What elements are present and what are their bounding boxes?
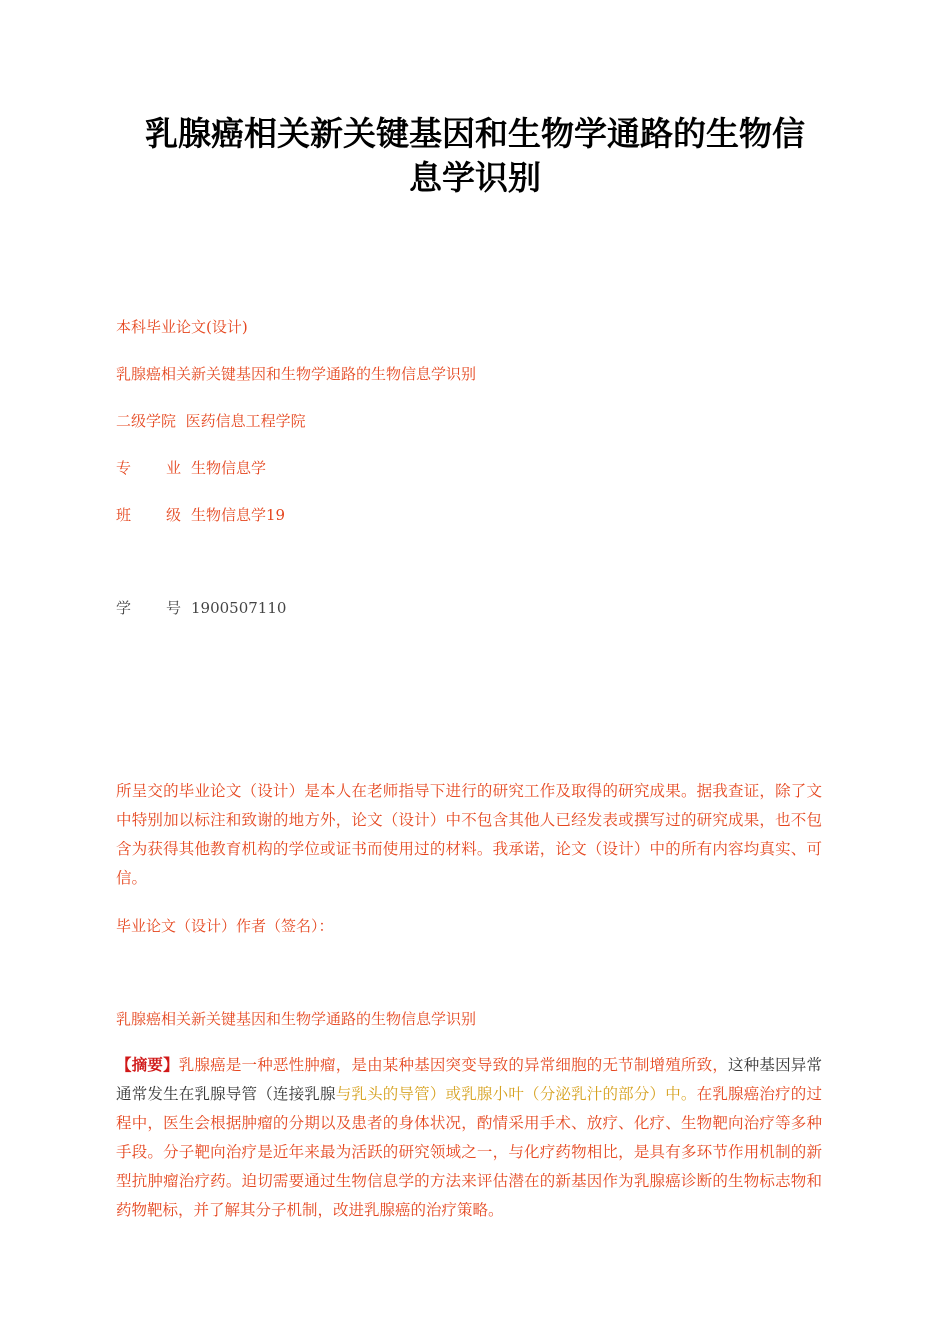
college-row — [116, 410, 306, 431]
abstract-paragraph — [116, 1050, 822, 1225]
class-label-a: 班 — [116, 506, 132, 524]
title-line-1: 乳腺癌相关新关键基因和生物学通路的生物信 — [145, 114, 805, 153]
student-id-row — [116, 597, 286, 618]
student-id-label-a: 学 — [116, 599, 132, 617]
major-row — [116, 457, 266, 478]
student-id-value: 1900507110 — [191, 599, 287, 617]
college-label: 二级学院 — [116, 412, 177, 430]
thesis-type: 本科毕业论文(设计) — [116, 318, 248, 336]
declaration-paragraph: 所呈交的毕业论文（设计）是本人在老师指导下进行的研究工作及取得的研究成果。据我查证，除了文中特别加以标注和致谢的地方外，论文（设计）中不包含其他人已经发表或撰写过的研究成果，也不包含为获得其他教育机构的学位或证书而使用过的材料。我承诺，论文（设计）中的所有内容均真实、可信。 — [116, 782, 822, 887]
major-label-b: 业 — [166, 459, 182, 477]
abstract-part-3: 与乳头的导管）或乳腺小叶（分泌乳汁的部分）中。 — [335, 1085, 697, 1103]
major-value: 生物信息学 — [191, 459, 267, 477]
student-id-label-b: 号 — [166, 599, 182, 617]
thesis-title: 乳腺癌相关新关键基因和生物学通路的生物信息学识别 — [116, 365, 477, 383]
abstract-label: 【摘要】 — [116, 1055, 179, 1074]
abstract-part-4: 在乳腺癌治疗的过程中，医生会根据肿瘤的分期以及患者的身体状况，酌情采用手术、放疗、化疗、生物靶向治疗等多种手段。分子靶向治疗是近年来最为活跃的研究领域之一，与化疗药物相比，是具有多环节作用机制的新型抗肿瘤治疗药。迫切需要通过生物信息学的方法来评估潜在的新基因作为乳腺癌诊断的生物标志物和药物靶标，并了解其分子机制，改进乳腺癌的治疗策略。 — [116, 1085, 822, 1219]
class-value: 生物信息学19 — [191, 506, 286, 524]
title-line-2: 息学识别 — [409, 158, 541, 197]
abstract-part-2: 这种基因异常通常发生在乳腺导管（连接乳腺 — [116, 1056, 822, 1103]
document-title — [110, 112, 840, 200]
section-title: 乳腺癌相关新关键基因和生物学通路的生物信息学识别 — [116, 1010, 477, 1028]
college-value: 医药信息工程学院 — [185, 412, 306, 430]
signature-line: 毕业论文（设计）作者（签名）： — [116, 917, 334, 935]
abstract-part-1: 乳腺癌是一种恶性肿瘤，是由某种基因突变导致的异常细胞的无节制增殖所致， — [178, 1056, 729, 1074]
major-label-a: 专 — [116, 459, 132, 477]
class-label-b: 级 — [166, 506, 182, 524]
class-row — [116, 504, 285, 525]
